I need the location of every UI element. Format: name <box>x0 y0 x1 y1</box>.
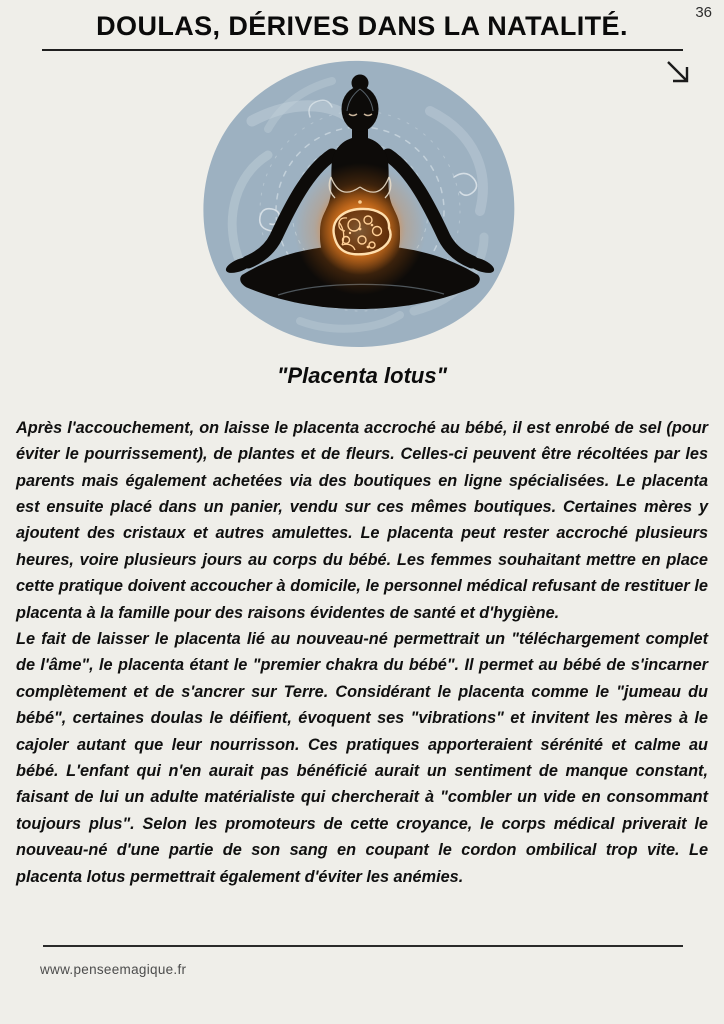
website-url: www.penseemagique.fr <box>40 962 187 977</box>
article-subtitle: "Placenta lotus" <box>276 362 448 388</box>
paragraph-2: Le fait de laisser le placenta lié au nouveau-né permettrait un "téléchargement complet de l'âme", le placenta étant le "premier chakra du bébé". Il permet au bébé de s'incarner complètement et de s'ancrer sur Terre. Considérant le placenta comme le "jumeau du bébé", certaines doulas le déifient, évoquent ses "vibrations" et invitent les mères à le cajoler autant que leur nourrisson. Ces pratiques apporteraient sérénité et calme au bébé. L'enfant qui n'en aurait pas bénéficié aurait un sentiment de manque constant, faisant de lui un adulte matérialiste qui chercherait à "combler un vide en consommant toujours plus". Selon les promoteurs de cette croyance, le corps médical priverait le nouveau-né d'une partie de son sang en coupant le cordon ombilical trop vite. Le placenta lotus permettrait également d'éviter les anémies. <box>16 630 708 886</box>
arrow-down-right-icon <box>662 56 694 88</box>
page-title: DOULAS, DÉRIVES DANS LA NATALITÉ. <box>96 11 628 41</box>
page-header <box>0 0 724 51</box>
footer-divider <box>43 945 683 947</box>
article-body <box>16 415 708 890</box>
paragraph-1: Après l'accouchement, on laisse le placenta accroché au bébé, il est enrobé de sel (pour éviter le pourrissement), de plantes et de fleurs. Celles-ci peuvent être récoltées par les parents mais également achetées via des boutiques en ligne spécialisées. Le placenta est ensuite placé dans un panier, vendu sur ces mêmes boutiques. Certaines mères y ajoutent des cristaux et autres amulettes. Le placenta peut rester accroché plusieurs heures, voire plusieurs jours au corps du bébé. Les femmes souhaitant mettre en place cette pratique doivent accoucher à domicile, le personnel médical refusant de restituer le placenta à la famille pour des raisons évidentes de santé et d'hygiène. <box>16 418 708 622</box>
pregnant-meditation-illustration <box>181 59 543 349</box>
title-divider <box>42 49 683 51</box>
page-number: 36 <box>695 4 712 21</box>
